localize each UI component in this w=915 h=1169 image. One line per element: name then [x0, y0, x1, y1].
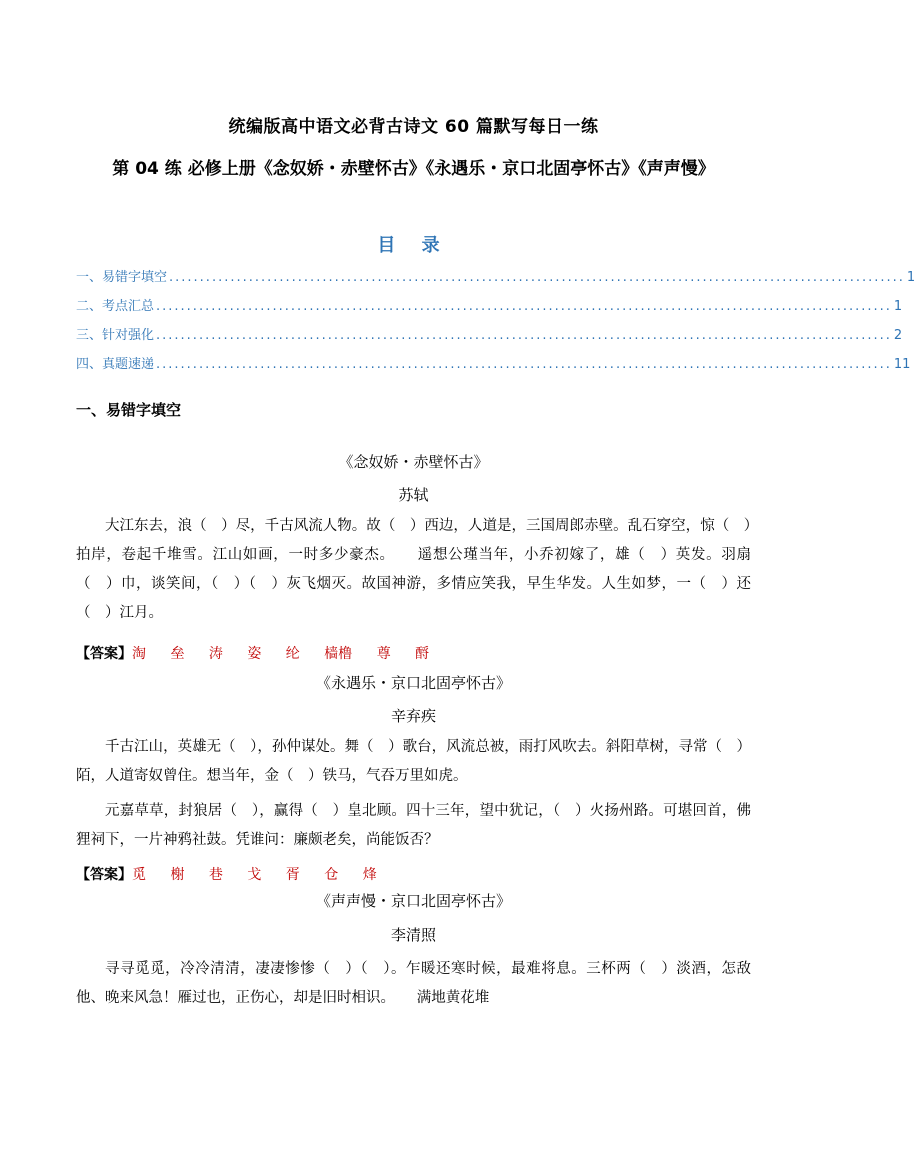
- toc-entry-page: 11: [893, 357, 911, 372]
- toc-entry-3[interactable]: [76, 324, 903, 353]
- poem-text: 寻寻觅觅，冷冷清清，凄凄惨惨（ ）（ ）。乍暖还寒时候，最难将息。三杯两（ ）淡酒，怎敌他、晚来风急！雁过也，正伤心，却是旧时相识。 满地黄花堆: [76, 961, 751, 1006]
- poem-title: 《声声慢・京口北固亭怀古》: [315, 892, 511, 910]
- answer-line: [76, 643, 751, 663]
- toc-entry-2[interactable]: [76, 295, 903, 324]
- poem-text: 千古江山，英雄无（ ），孙仲谋处。舞（ ）歌台，风流总被，雨打风吹去。斜阳草树，寻常（ ）陌，人道寄奴曾住。想当年，金（ ）铁马，气吞万里如虎。: [76, 739, 751, 784]
- toc-leader: ........................................................................................................................: [156, 357, 892, 372]
- toc-entry-4[interactable]: [76, 353, 911, 382]
- poem-text: 元嘉草草，封狼居（ ），赢得（ ）皇北顾。四十三年，望中犹记，（ ）火扬州路。可堪回首，佛狸祠下，一片神鸦社鼓。凭谁问：廉颇老矣，尚能饭否？: [76, 803, 751, 848]
- toc-entry-label: 二、考点汇总: [76, 299, 155, 314]
- toc-entry-page: 2: [893, 328, 903, 343]
- toc-entry-page: 1: [906, 270, 915, 285]
- answer-tag: 【答案】: [76, 867, 132, 883]
- answer-tag: 【答案】: [76, 646, 132, 662]
- poem-author: 苏轼: [398, 486, 429, 504]
- poem-author: 李清照: [390, 926, 436, 944]
- poem-title: 《永遇乐・京口北固亭怀古》: [315, 674, 511, 692]
- document-subtitle: 第 04 练 必修上册《念奴娇・赤壁怀古》《永遇乐・京口北固亭怀古》《声声慢》: [112, 159, 715, 179]
- toc-leader: ........................................................................................................................: [156, 328, 892, 343]
- answer-line: [76, 864, 751, 884]
- toc-leader: ........................................................................................................................: [169, 270, 905, 285]
- poem-author: 辛弃疾: [390, 707, 436, 725]
- toc-entry-page: 1: [893, 299, 903, 314]
- toc-leader: ........................................................................................................................: [156, 299, 892, 314]
- toc-entry-label: 一、易错字填空: [76, 270, 168, 285]
- answer-chars: 觅 榭 巷 戈 胥 仓 烽: [132, 867, 377, 883]
- toc-entry-1[interactable]: [76, 266, 915, 295]
- toc-entry-label: 四、真题速递: [76, 357, 155, 372]
- poem-text: 大江东去，浪（ ）尽，千古风流人物。故（ ）西边，人道是，三国周郎赤壁。乱石穿空，惊（ ）拍岸，卷起千堆雪。江山如画，一时多少豪杰。 遥想公瑾当年，小乔初嫁了，雄（ ）英发。羽扇（ ）巾，谈笑间，（ ）（ ）灰飞烟灭。故国神游，多情应笑我，早生华发。人生如梦，一（ ）还（ ）江月。: [76, 518, 751, 621]
- toc-heading: 目 录: [377, 235, 450, 256]
- document-title: 统编版高中语文必背古诗文 60 篇默写每日一练: [228, 117, 599, 137]
- poem-title: 《念奴娇・赤壁怀古》: [338, 453, 489, 471]
- toc-entry-label: 三、针对强化: [76, 328, 155, 343]
- table-of-contents: [76, 266, 915, 382]
- section-heading: 一、易错字填空: [76, 401, 182, 419]
- answer-chars: 淘 垒 涛 姿 纶 樯橹 尊 酹: [132, 646, 430, 662]
